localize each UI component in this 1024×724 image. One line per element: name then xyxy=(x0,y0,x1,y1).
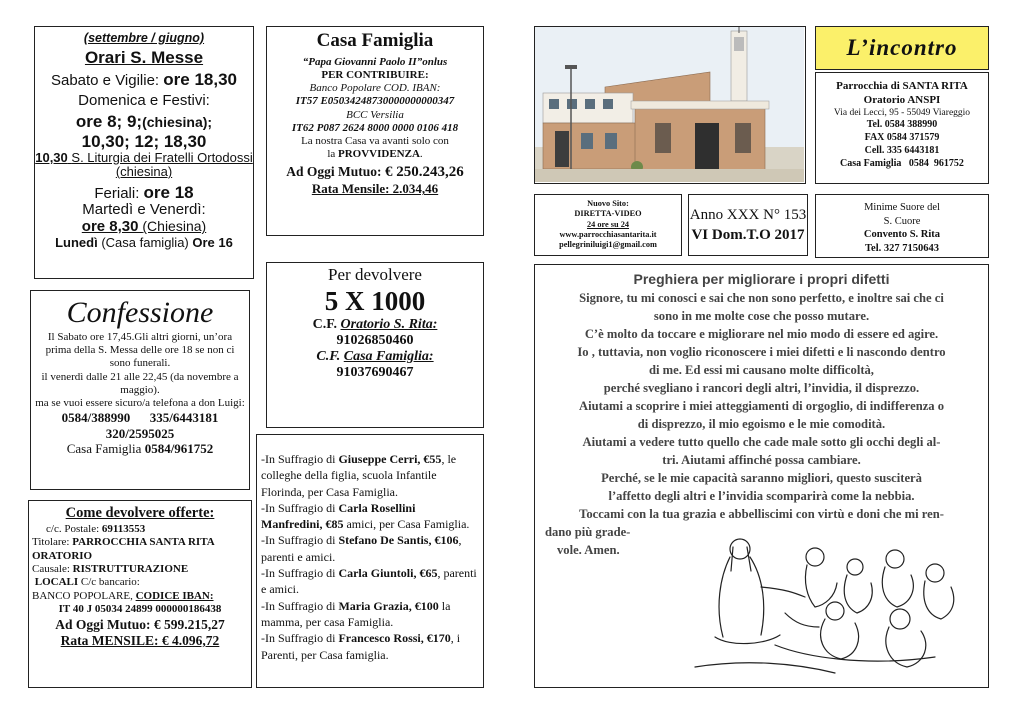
devolvere-cf1: C.F. Oratorio S. Rita: xyxy=(312,316,438,332)
preghiera-line: sono in me molte cose che posso mutare. xyxy=(653,309,870,323)
sito-diretta: DIRETTA-VIDEO xyxy=(574,209,642,219)
orari-domenica-times2: 10,30; 12; 18,30 xyxy=(81,131,207,151)
preghiera-line: Perché, se le mie capacità saranno migliori, questo susciterà xyxy=(601,471,922,485)
offerte-iban: IT 40 J 05034 24899 000000186438 xyxy=(58,603,222,616)
preghiera-line: Toccami con la tua grazia e abbelliscimi con virtù e doni che mi ren- xyxy=(579,507,944,521)
devolvere-title: Per devolvere xyxy=(328,265,422,284)
casa-text1: La nostra Casa va avanti solo con xyxy=(301,134,449,147)
sito-label: Nuovo Sito: xyxy=(587,199,629,208)
casa-subtitle: “Papa Giovanni Paolo II”onlus xyxy=(302,55,448,68)
masthead-title-box xyxy=(815,26,989,70)
confessione-text2: il venerdì dalle 21 alle 22,45 (da novembre a maggio). xyxy=(41,370,239,396)
suffragio-item: -In Suffragio di Francesco Rossi, €170, i Parenti, per Casa famiglia. xyxy=(261,631,461,662)
suore-line4: Tel. 327 7150643 xyxy=(865,242,939,254)
orari-liturgia: 10,30 S. Liturgia dei Fratelli Ortodossi (chiesina) xyxy=(35,149,253,180)
jesus-children-drawing xyxy=(685,527,975,677)
parrocchia-name: Parrocchia di SANTA RITA xyxy=(836,80,968,92)
preghiera-line: C’è molto da toccare e migliorare nel mio modo di essere ed agire. xyxy=(584,327,939,341)
parrocchia-fax: FAX 0584 371579 xyxy=(864,132,940,144)
parrocchia-oratorio: Oratorio ANSPI xyxy=(863,94,941,107)
suore-line1: Minime Suore del xyxy=(864,202,940,213)
confessione-title: Confessione xyxy=(66,296,214,329)
casa-title: Casa Famiglia xyxy=(316,30,434,51)
preghiera-box xyxy=(534,264,989,688)
orari-period: (settembre / giugno) xyxy=(83,31,205,45)
preghiera-line: di disprezzo, il mio egoismo e le mie comodità. xyxy=(637,417,886,431)
preghiera-title: Preghiera per migliorare i propri difetti xyxy=(633,271,890,287)
offerte-mutuo: Ad Oggi Mutuo: € 599.215,27 xyxy=(55,616,225,632)
preghiera-line: dano più grade- xyxy=(545,525,631,539)
preghiera-line: Aiutami a scoprire i miei atteggiamenti di orgoglio, di indifferenza o xyxy=(578,399,945,413)
parrocchia-address: Via dei Lecci, 95 - 55049 Viareggio xyxy=(833,108,971,119)
offerte-titolare: Titolare: PARROCCHIA SANTA RITA ORATORIO xyxy=(32,536,215,562)
casa-contribuire: PER CONTRIBUIRE: xyxy=(321,68,429,81)
confessione-phones2: 320/2595025 xyxy=(105,425,175,441)
orari-title: Orari S. Messe xyxy=(84,48,204,67)
confessione-phones1: 0584/388990 335/6443181 xyxy=(61,410,219,426)
suore-line2: S. Cuore xyxy=(883,215,921,227)
casa-bank2: BCC Versilia xyxy=(346,108,404,121)
offerte-rata: Rata MENSILE: € 4.096,72 xyxy=(60,633,220,648)
casa-text2: la PROVVIDENZA. xyxy=(327,148,423,161)
suffragio-box xyxy=(256,434,484,688)
orari-domenica-times1: ore 8; 9;(chiesina); xyxy=(75,111,213,131)
devolvere-cf1-num: 91026850460 xyxy=(336,332,414,348)
casa-iban1: IT57 E05034248730000000000347 xyxy=(295,95,455,108)
orari-martedi-label: Martedì e Venerdì: xyxy=(82,201,206,219)
suffragio-item: -In Suffragio di Carla Rosellini Manfredini, €85 amici, per Casa Famiglia. xyxy=(261,500,470,532)
orari-lunedi: Lunedì (Casa famiglia) Ore 16 xyxy=(55,235,233,251)
offerte-locali: LOCALI C/c bancario: xyxy=(34,576,140,589)
offerte-banco: BANCO POPOLARE, CODICE IBAN: xyxy=(32,589,214,602)
orari-messe-box xyxy=(34,26,254,279)
confessione-text3: ma se vuoi essere sicuro/a telefona a don Luigi: xyxy=(35,396,245,409)
anno-domenica: VI Dom.T.O 2017 xyxy=(691,227,805,244)
suffragio-item: -In Suffragio di Giuseppe Cerri, €55, le colleghe della figlia, scuola Infantile Florinda, per Casa Famiglia. xyxy=(261,452,457,499)
orari-martedi-time: ore 8,30 (Chiesina) xyxy=(81,218,207,236)
masthead-title: L’incontro xyxy=(846,35,958,60)
suffragio-item: -In Suffragio di Maria Grazia, €100 la mamma, per casa Famiglia. xyxy=(261,598,451,629)
casa-mutuo: Ad Oggi Mutuo: € 250.243,26 xyxy=(286,164,464,181)
preghiera-line: tri. Aiutami affinché possa cambiare. xyxy=(662,453,861,467)
confessione-text: Il Sabato ore 17,45.Gli altri giorni, un’ora prima della S. Messa delle ore 18 se non ci sono funerali. xyxy=(45,331,235,370)
sito-url[interactable]: www.parrocchiasantarita.it xyxy=(559,230,657,240)
suore-line3: Convento S. Rita xyxy=(863,229,941,241)
parrocchia-cell: Cell. 335 6443181 xyxy=(864,144,940,156)
sito-box xyxy=(534,194,682,256)
suffragio-item: -In Suffragio di Stefano De Santis, €106, parenti e amici. xyxy=(261,533,462,564)
parrocchia-tel: Tel. 0584 388990 xyxy=(866,119,938,131)
anno-number: Anno XXX N° 153 xyxy=(689,207,807,223)
preghiera-line: Signore, tu mi conosci e sai che non sono perfetto, e inoltre sai che ci xyxy=(579,291,944,305)
preghiera-line: vole. Amen. xyxy=(557,543,620,557)
casa-iban2: IT62 P087 2624 8000 0000 0106 418 xyxy=(291,121,459,134)
offerte-causale: Causale: RISTRUTTURAZIONE xyxy=(32,562,189,575)
parrocchia-box xyxy=(815,72,989,184)
anno-box xyxy=(688,194,808,256)
church-photo xyxy=(534,26,806,184)
casa-rata: Rata Mensile: 2.034,46 xyxy=(311,181,439,197)
church-building-image xyxy=(535,27,804,182)
orari-domenica-label: Domenica e Festivi: xyxy=(78,91,210,109)
devolvere-big: 5 X 1000 xyxy=(324,285,426,316)
casa-bank1: Banco Popolare COD. IBAN: xyxy=(309,82,441,95)
sito-email[interactable]: pellegriniluigi1@gmail.com xyxy=(559,240,657,250)
devolvere-cf2: C.F. Casa Famiglia: xyxy=(316,348,434,364)
offerte-title: Come devolvere offerte: xyxy=(65,505,215,521)
confessione-box xyxy=(30,290,250,490)
orari-feriali: Feriali: ore 18 xyxy=(94,182,194,202)
devolvere-cf2-num: 91037690467 xyxy=(336,364,414,380)
preghiera-line: Io , tuttavia, non voglio riconoscere i miei difetti e li nascondo dentro xyxy=(577,345,946,359)
preghiera-line: di me. Ed essi mi causano molte difficoltà, xyxy=(649,363,874,377)
cinque-per-mille-box xyxy=(266,262,484,428)
sito-ore: 24 ore su 24 xyxy=(586,219,630,229)
suore-box xyxy=(815,194,989,258)
preghiera-line: l’affetto degli altri e l’invidia scomparirà come la nebbia. xyxy=(608,489,915,503)
preghiera-line: Aiutami a vedere tutto quello che cade male sotto gli occhi degli al- xyxy=(582,435,941,449)
offerte-cc: c/c. Postale: 69113553 xyxy=(46,522,146,535)
offerte-box xyxy=(28,500,252,688)
orari-sabato: Sabato e Vigilie: ore 18,30 xyxy=(50,70,238,90)
parrocchia-casa: Casa Famiglia 0584 961752 xyxy=(840,157,964,169)
confessione-casa: Casa Famiglia 0584/961752 xyxy=(66,441,214,457)
suffragio-item: -In Suffragio di Carla Giuntoli, €65, parenti e amici. xyxy=(261,566,477,597)
preghiera-line: perché svegliano i rancori degli altri, l’invidia, il disprezzo. xyxy=(603,381,920,395)
casa-famiglia-box xyxy=(266,26,484,236)
